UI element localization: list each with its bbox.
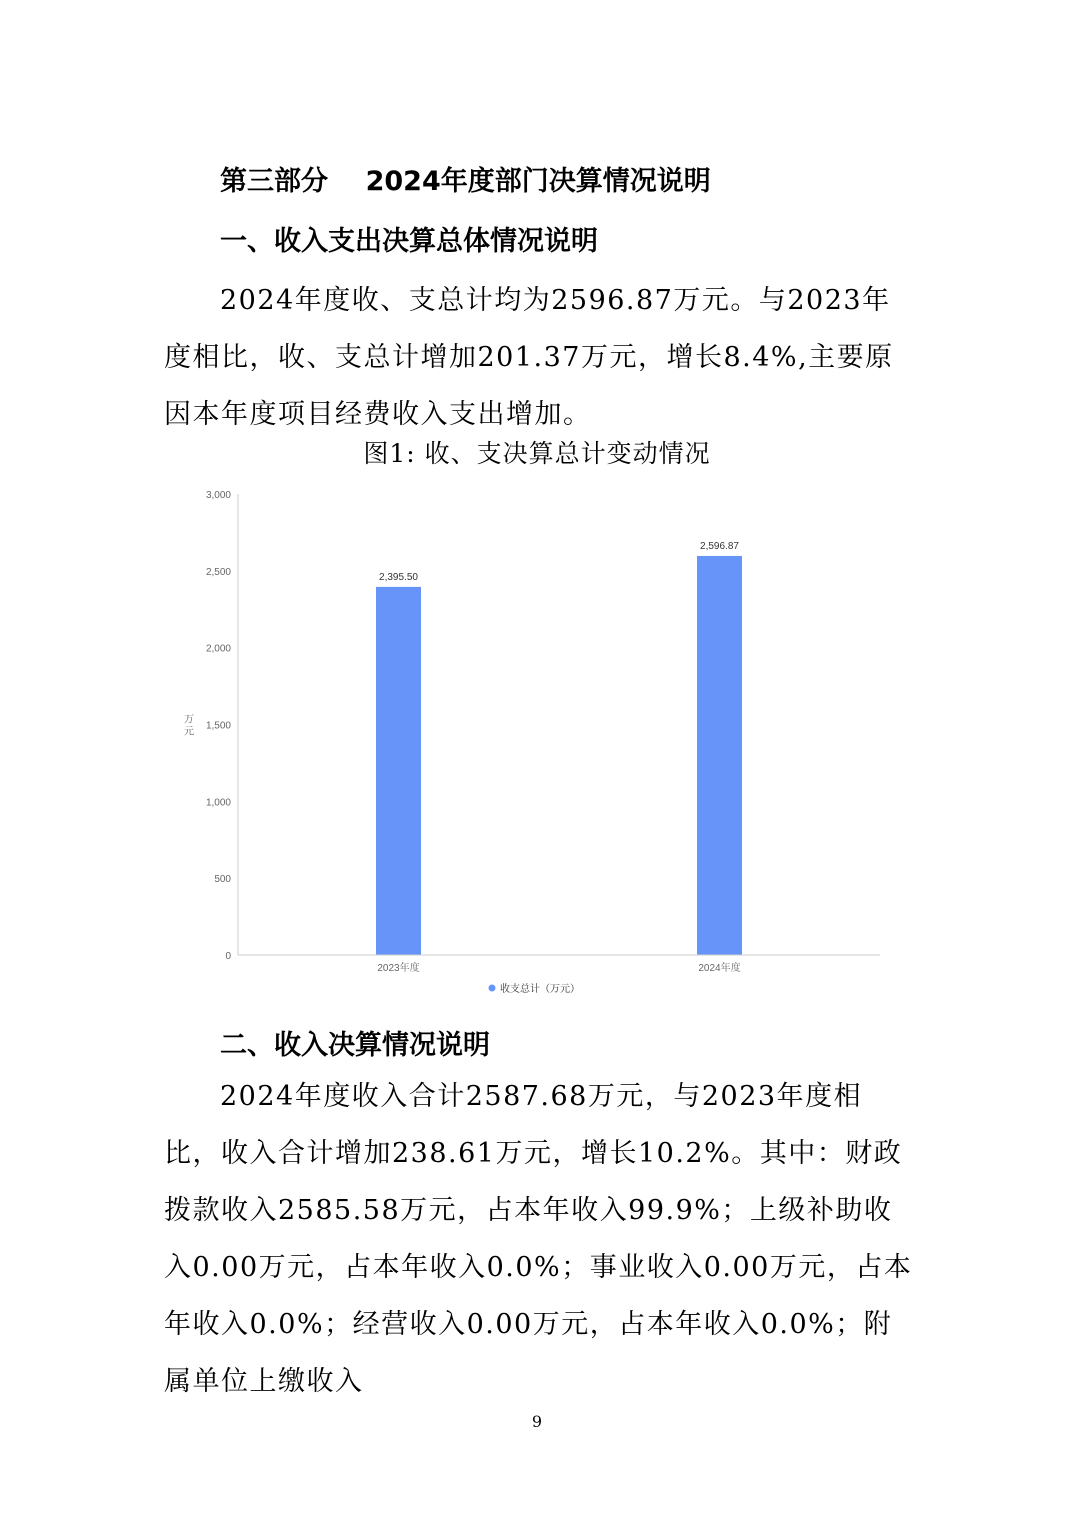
bar-data-label: 2,395.50 xyxy=(379,571,418,583)
bar-data-label: 2,596.87 xyxy=(700,540,739,552)
y-tick-label: 1,000 xyxy=(205,797,231,809)
legend-label: 收支总计（万元） xyxy=(500,984,580,995)
figure1-chart xyxy=(170,484,910,1014)
part-heading: 第三部分 2024年度部门决算情况说明 xyxy=(220,166,711,197)
bar xyxy=(376,587,421,955)
y-axis xyxy=(206,490,238,962)
x-axis xyxy=(238,955,880,974)
bar-chart xyxy=(170,484,910,1014)
section2-title: 二、收入决算情况说明 xyxy=(220,1030,490,1061)
section2-paragraph: 2024年度收入合计2587.68万元，与2023年度相比，收入合计增加238.61万元，增长10.2%。其中：财政拨款收入2585.58万元，占本年收入99.9%；上级补助收入0.00万元，占本年收入0.0%；事业收入0.00万元，占本年收入0.0%；经营收入0.00万元，占本年收入0.0%；附属单位上缴收入 xyxy=(164,1081,913,1397)
section1-paragraph: 2024年度收、支总计均为2596.87万元。与2023年度相比，收、支总计增加201.37万元，增长8.4%,主要原因本年度项目经费收入支出增加。 xyxy=(164,285,894,430)
bar xyxy=(697,556,742,955)
x-tick-label: 2023年度 xyxy=(377,963,420,974)
chart-legend xyxy=(489,982,581,995)
figure1-caption: 图1: 收、支决算总计变动情况 xyxy=(363,439,711,468)
y-tick-label: 0 xyxy=(225,951,231,962)
section1-title: 一、收入支出决算总体情况说明 xyxy=(220,226,598,257)
y-axis-label: 万元 xyxy=(184,714,194,738)
page-number: 9 xyxy=(531,1412,543,1431)
x-tick-label: 2024年度 xyxy=(698,963,741,974)
legend-marker xyxy=(489,985,496,992)
y-tick-label: 500 xyxy=(214,874,231,886)
y-tick-label: 1,500 xyxy=(205,720,231,732)
y-tick-label: 3,000 xyxy=(205,490,231,501)
bars-group xyxy=(376,541,742,955)
y-tick-label: 2,000 xyxy=(205,643,231,655)
y-tick-label: 2,500 xyxy=(205,566,231,578)
